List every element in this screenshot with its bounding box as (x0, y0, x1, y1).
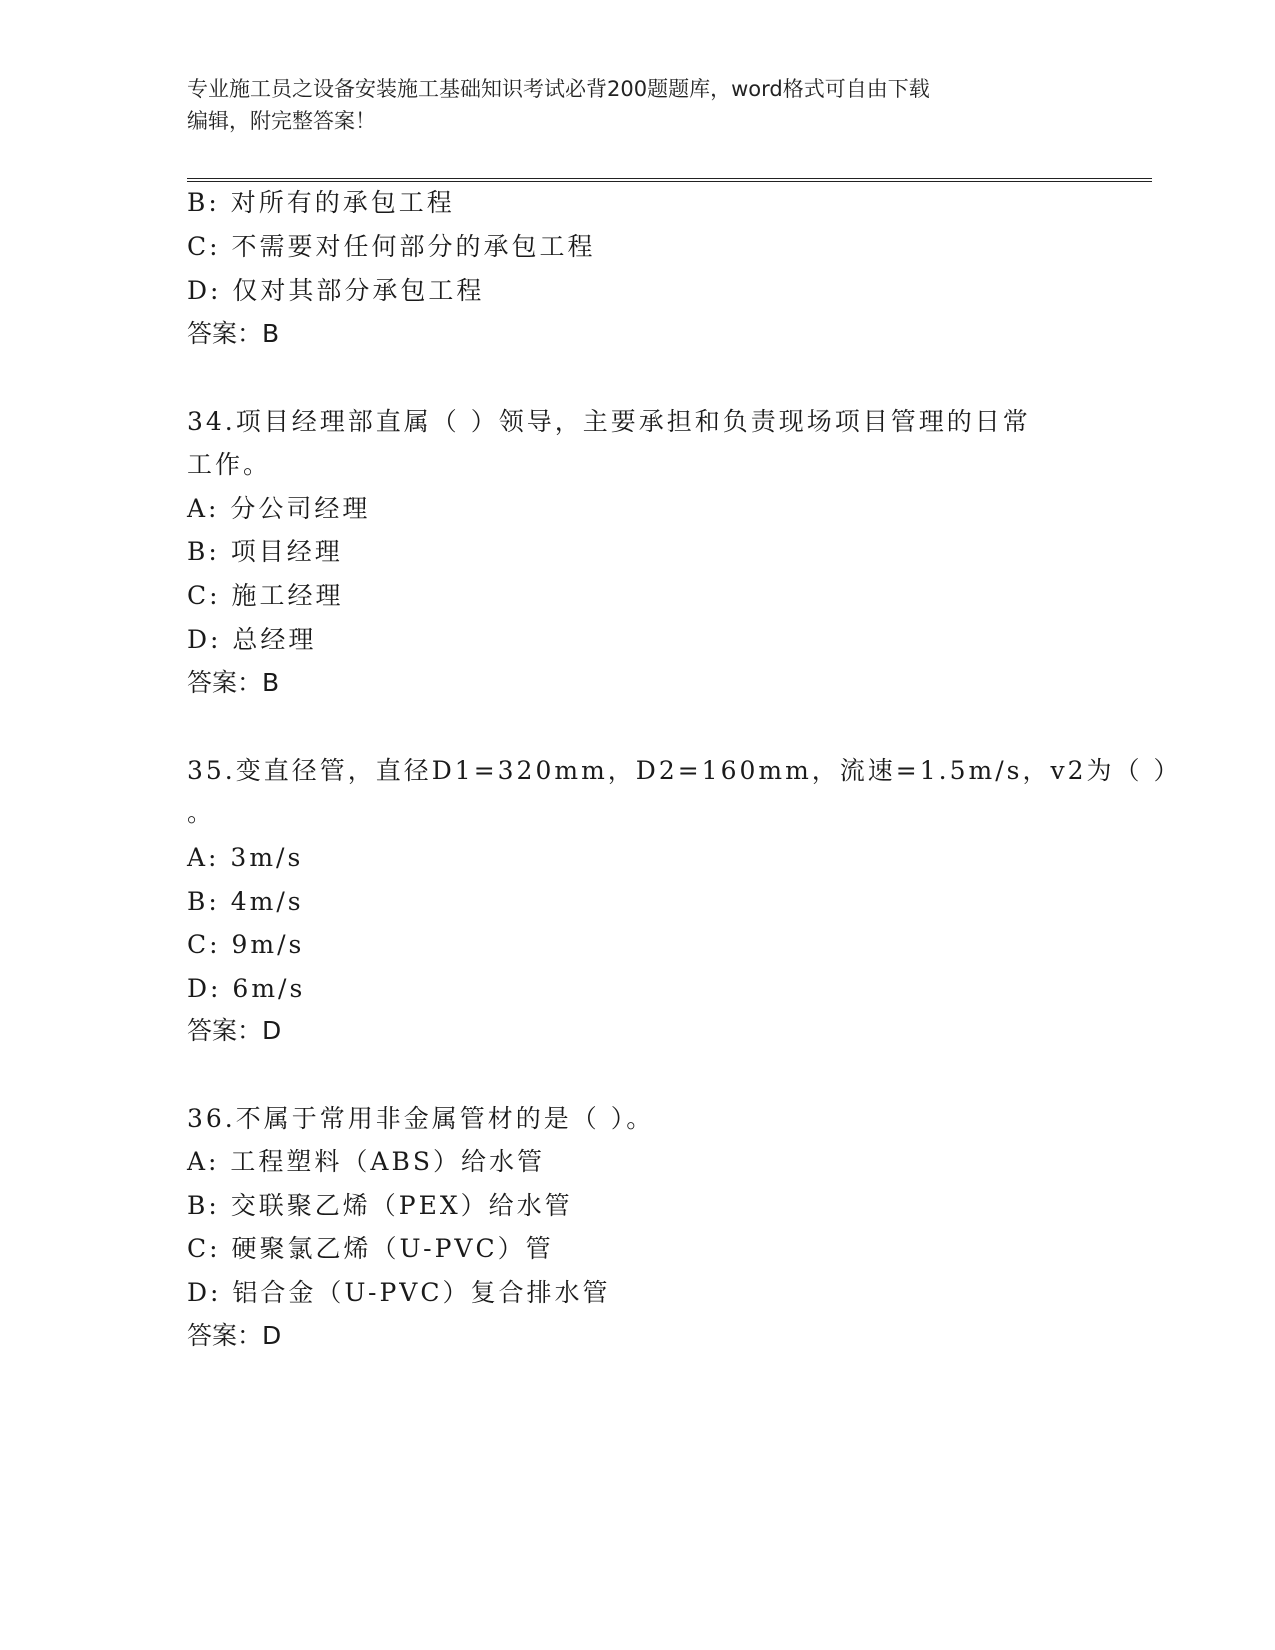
q36-option-b: B: 交联聚乙烯（PEX）给水管 (187, 1191, 573, 1220)
header-title-line-2: 编辑，附完整答案！ (187, 109, 376, 133)
header-title-line-1: 专业施工员之设备安装施工基础知识考试必背200题题库，word格式可自由下载 (187, 77, 930, 101)
q34-stem-line-1: 34.项目经理部直属（ ）领导，主要承担和负责现场项目管理的日常 (187, 407, 1031, 436)
q33-option-b: B: 对所有的承包工程 (187, 188, 455, 217)
q36-option-c: C: 硬聚氯乙烯（U-PVC）管 (187, 1234, 554, 1263)
q35-answer: 答案：D (187, 1016, 282, 1045)
q36-stem-line-1: 36.不属于常用非金属管材的是（ ）。 (187, 1104, 655, 1133)
q34-option-d: D: 总经理 (187, 625, 317, 654)
q35-option-d: D: 6m/s (187, 974, 306, 1003)
q36-answer: 答案：D (187, 1321, 282, 1350)
q34-option-c: C: 施工经理 (187, 581, 344, 610)
document-header (187, 73, 1067, 137)
q34-stem-line-2: 工作。 (187, 450, 272, 479)
q34-option-b: B: 项目经理 (187, 537, 343, 566)
q35-option-c: C: 9m/s (187, 930, 305, 959)
q33-option-d: D: 仅对其部分承包工程 (187, 276, 485, 305)
q33-answer: 答案：B (187, 319, 280, 348)
q34-option-a: A: 分公司经理 (187, 494, 371, 523)
q35-stem-line-2: 。 (187, 798, 216, 827)
q35-option-a: A: 3m/s (187, 843, 304, 872)
q34-answer: 答案：B (187, 668, 280, 697)
q35-stem-line-1: 35.变直径管，直径D1=320mm，D2=160mm，流速=1.5m/s，v2为（ ） (187, 756, 1182, 785)
q35-option-b: B: 4m/s (187, 887, 304, 916)
q33-option-c: C: 不需要对任何部分的承包工程 (187, 232, 596, 261)
header-divider (187, 178, 1152, 182)
q36-option-d: D: 铝合金（U-PVC）复合排水管 (187, 1278, 611, 1307)
q36-option-a: A: 工程塑料（ABS）给水管 (187, 1147, 545, 1176)
